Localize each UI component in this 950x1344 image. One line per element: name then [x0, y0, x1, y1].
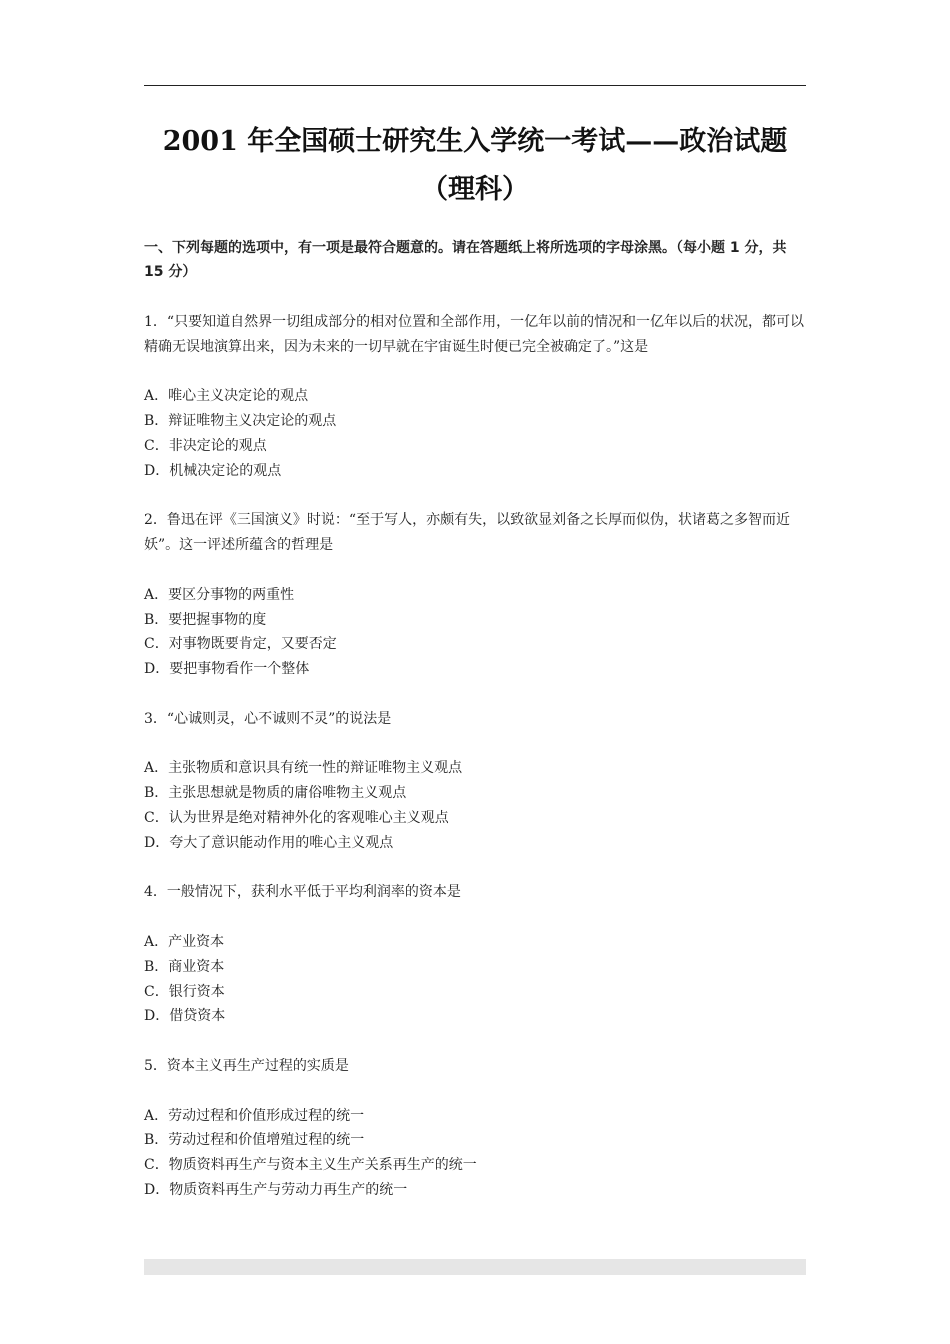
- option-b: B．要把握事物的度: [144, 611, 267, 628]
- question-stem: 4．一般情况下，获利水平低于平均利润率的资本是: [144, 884, 461, 901]
- option-d: D．要把事物看作一个整体: [144, 661, 310, 678]
- question-1: [144, 310, 806, 484]
- question-stem: 3．“心诚则灵，心不诚则不灵”的说法是: [144, 710, 392, 727]
- option-a: A．唯心主义决定论的观点: [144, 388, 309, 405]
- option-c: C．非决定论的观点: [144, 437, 267, 454]
- option-d: D．借贷资本: [144, 1008, 226, 1025]
- question-5: [144, 1054, 806, 1203]
- title-line-1: 2001 年全国硕士研究生入学统一考试——政治试题: [162, 126, 788, 157]
- question-4: [144, 880, 806, 1029]
- footer-bar: [144, 1259, 806, 1275]
- option-d: D．物质资料再生产与劳动力再生产的统一: [144, 1181, 408, 1198]
- title-line-2: （理科）: [421, 174, 529, 205]
- option-a: A．劳动过程和价值形成过程的统一: [144, 1107, 365, 1124]
- option-c: C．对事物既要肯定，又要否定: [144, 636, 337, 653]
- option-c: C．物质资料再生产与资本主义生产关系再生产的统一: [144, 1157, 477, 1174]
- question-stem: 2．鲁迅在评《三国演义》时说：“至于写人，亦颇有失，以致欲显刘备之长厚而似伪，状诸葛之多智而近妖”。这一评述所蕴含的哲理是: [144, 512, 791, 554]
- option-a: A．要区分事物的两重性: [144, 586, 295, 603]
- question-2: [144, 508, 806, 682]
- option-d: D．机械决定论的观点: [144, 462, 282, 479]
- header-rule: [144, 85, 806, 86]
- section-heading: 一、下列每题的选项中，有一项是最符合题意的。请在答题纸上将所选项的字母涂黑。（每小题 1 分，共 15 分）: [144, 240, 787, 280]
- option-a: A．产业资本: [144, 933, 225, 950]
- document-page: [144, 0, 806, 1344]
- option-b: B．劳动过程和价值增殖过程的统一: [144, 1132, 365, 1149]
- option-b: B．辩证唯物主义决定论的观点: [144, 413, 337, 430]
- option-b: B．商业资本: [144, 958, 225, 975]
- document-title: [144, 118, 806, 214]
- option-b: B．主张思想就是物质的庸俗唯物主义观点: [144, 785, 407, 802]
- question-3: [144, 707, 806, 856]
- option-d: D．夸大了意识能动作用的唯心主义观点: [144, 834, 394, 851]
- option-c: C．认为世界是绝对精神外化的客观唯心主义观点: [144, 809, 449, 826]
- question-list: [144, 310, 806, 1227]
- option-a: A．主张物质和意识具有统一性的辩证唯物主义观点: [144, 760, 463, 777]
- question-stem: 5．资本主义再生产过程的实质是: [144, 1057, 349, 1074]
- option-c: C．银行资本: [144, 983, 225, 1000]
- question-stem: 1．“只要知道自然界一切组成部分的相对位置和全部作用，一亿年以前的情况和一亿年以后的状况，都可以精确无误地演算出来，因为未来的一切早就在宇宙诞生时便已完全被确定了。”这是: [144, 314, 805, 355]
